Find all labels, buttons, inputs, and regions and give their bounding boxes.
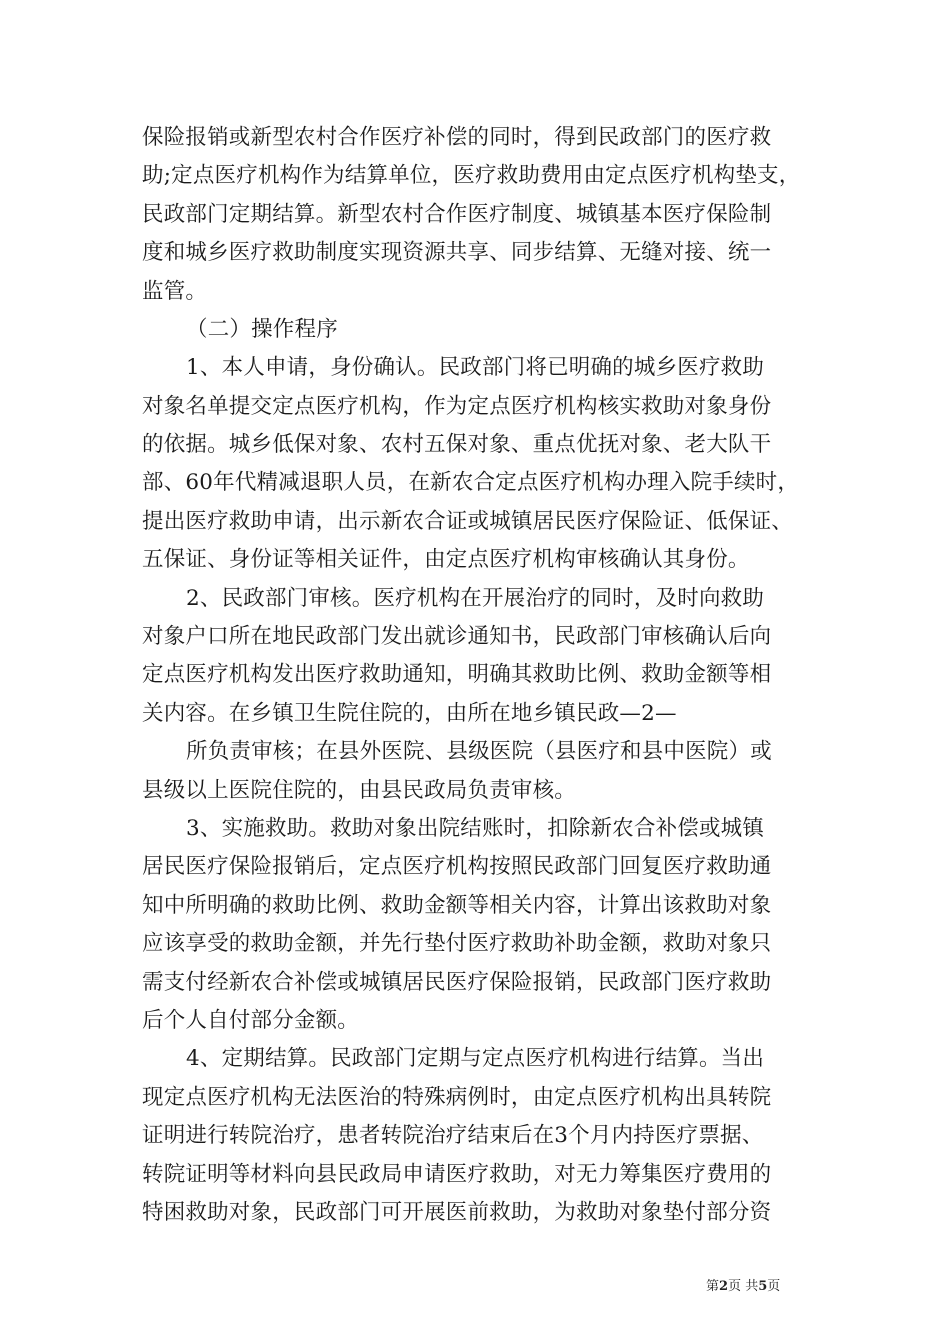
text-line: 部、60年代精减退职人员，在新农合定点医疗机构办理入院手续时， (142, 470, 800, 495)
text-line: 关内容。在乡镇卫生院住院的，由所在地乡镇民政—2— (142, 701, 677, 726)
text-line: 转院证明等材料向县民政局申请医疗救助，对无力筹集医疗费用的 (142, 1162, 772, 1187)
text-line: 3、实施救助。救助对象出院结账时，扣除新农合补偿或城镇 (186, 816, 765, 841)
text-line: 度和城乡医疗救助制度实现资源共享、同步结算、无缝对接、统一 (142, 240, 772, 265)
text-line: 保险报销或新型农村合作医疗补偿的同时，得到民政部门的医疗救 (142, 125, 772, 150)
text-line: 居民医疗保险报销后，定点医疗机构按照民政部门回复医疗救助通 (142, 854, 772, 879)
text-line: 助;定点医疗机构作为结算单位，医疗救助费用由定点医疗机构垫支， (142, 163, 801, 188)
footer-middle: 页 共 (728, 1279, 759, 1294)
footer-suffix: 页 (767, 1279, 781, 1294)
text-line: 4、定期结算。民政部门定期与定点医疗机构进行结算。当出 (186, 1046, 765, 1071)
text-line: 2、民政部门审核。医疗机构在开展治疗的同时，及时向救助 (186, 586, 765, 611)
text-line: 1、本人申请，身份确认。民政部门将已明确的城乡医疗救助 (186, 355, 765, 380)
text-line: 五保证、身份证等相关证件，由定点医疗机构审核确认其身份。 (142, 547, 750, 572)
text-line: 后个人自付部分金额。 (142, 1008, 360, 1033)
text-line: 所负责审核；在县外医院、县级医院（县医疗和县中医院）或 (186, 739, 772, 764)
total-pages-number: 5 (758, 1279, 768, 1294)
text-line: 证明进行转院治疗，患者转院治疗结束后在3个月内持医疗票据、 (142, 1123, 764, 1148)
text-line: 对象名单提交定点医疗机构，作为定点医疗机构核实救助对象身份 (142, 394, 772, 419)
text-line: 定点医疗机构发出医疗救助通知，明确其救助比例、救助金额等相 (142, 662, 772, 687)
current-page-number: 2 (719, 1279, 729, 1294)
text-line: 监管。 (142, 279, 208, 304)
text-line: 知中所明确的救助比例、救助金额等相关内容，计算出该救助对象 (142, 893, 772, 918)
text-line: 民政部门定期结算。新型农村合作医疗制度、城镇基本医疗保险制 (142, 202, 772, 227)
text-line: 的依据。城乡低保对象、农村五保对象、重点优抚对象、老大队干 (142, 432, 772, 457)
text-line: 现定点医疗机构无法医治的特殊病例时，由定点医疗机构出具转院 (142, 1085, 772, 1110)
text-line: 特困救助对象，民政部门可开展医前救助，为救助对象垫付部分资 (142, 1200, 772, 1225)
text-line: 县级以上医院住院的，由县民政局负责审核。 (142, 778, 577, 803)
footer-prefix: 第 (706, 1279, 720, 1294)
text-line: 需支付经新农合补偿或城镇居民医疗保险报销，民政部门医疗救助 (142, 970, 772, 995)
text-line: 提出医疗救助申请，出示新农合证或城镇居民医疗保险证、低保证、 (142, 509, 794, 534)
text-line: 应该享受的救助金额，并先行垫付医疗救助补助金额，救助对象只 (142, 931, 772, 956)
text-line: 对象户口所在地民政部门发出就诊通知书，民政部门审核确认后向 (142, 624, 772, 649)
section-heading: （二）操作程序 (186, 317, 338, 342)
page-number-footer (706, 1278, 780, 1296)
